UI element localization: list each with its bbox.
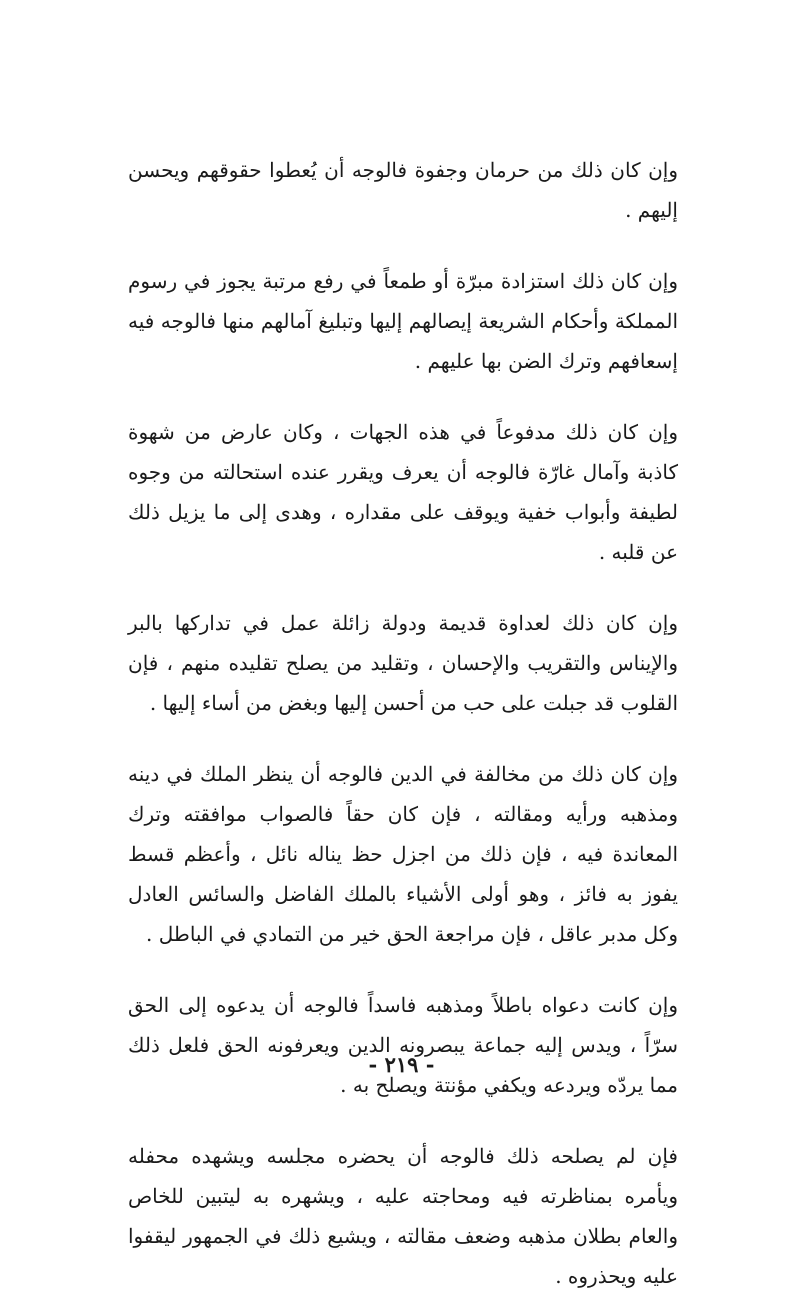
paragraph-7: فإن لم يصلحه ذلك فالوجه أن يحضره مجلسه ويشهده محفله ويأمره بمناظرته فيه ومحاجته عليه ، ويشهره به ليتبين للخاص والعام بطلان مذهبه وضعف مقالته ، ويشيع ذلك في الجمهور ليقفوا عليه ويحذروه . — [128, 1144, 678, 1288]
page-body — [128, 150, 678, 1296]
page-number: - ٢١٩ - — [368, 1052, 435, 1077]
paragraph-6: وإن كانت دعواه باطلاً ومذهبه فاسداً فالوجه أن يدعوه إلى الحق سرّاً ، ويدس إليه جماعة يبصرونه الدين ويعرفونه الحق فلعل ذلك مما يردّه ويردعه ويكفي مؤنتة ويصلح به . — [128, 993, 678, 1097]
paragraph-1: وإن كان ذلك من حرمان وجفوة فالوجه أن يُعطوا حقوقهم ويحسن إليهم . — [128, 158, 678, 222]
paragraph-5: وإن كان ذلك من مخالفة في الدين فالوجه أن ينظر الملك في دينه ومذهبه ورأيه ومقالته ، فإن كان حقاً فالصواب موافقته وترك المعاندة فيه ، فإن ذلك من اجزل حظ يناله نائل ، وأعظم قسط يفوز به فائز ، وهو أولى الأشياء بالملك الفاضل والسائس العادل وكل مدبر عاقل ، فإن مراجعة الحق خير من التمادي في الباطل . — [128, 762, 678, 946]
paragraph-3: وإن كان ذلك مدفوعاً في هذه الجهات ، وكان عارض من شهوة كاذبة وآمال غارّة فالوجه أن يعرف ويقرر عنده استحالته من وجوه لطيفة وأبواب خفية ويوقف على مقداره ، وهدى إلى ما يزيل ذلك عن قلبه . — [128, 420, 678, 564]
paragraph-2: وإن كان ذلك استزادة مبرّة أو طمعاً في رفع مرتبة يجوز في رسوم المملكة وأحكام الشريعة إيصالهم إليها وتبليغ آمالهم منها فالوجه فيه إسعافهم وترك الضن بها عليهم . — [128, 269, 678, 373]
paragraph-4: وإن كان ذلك لعداوة قديمة ودولة زائلة عمل في تداركها بالبر والإيناس والتقريب والإحسان ، وتقليد من يصلح تقليده منهم ، فإن القلوب قد جبلت على حب من أحسن إليها وبغض من أساء إليها . — [128, 611, 678, 715]
